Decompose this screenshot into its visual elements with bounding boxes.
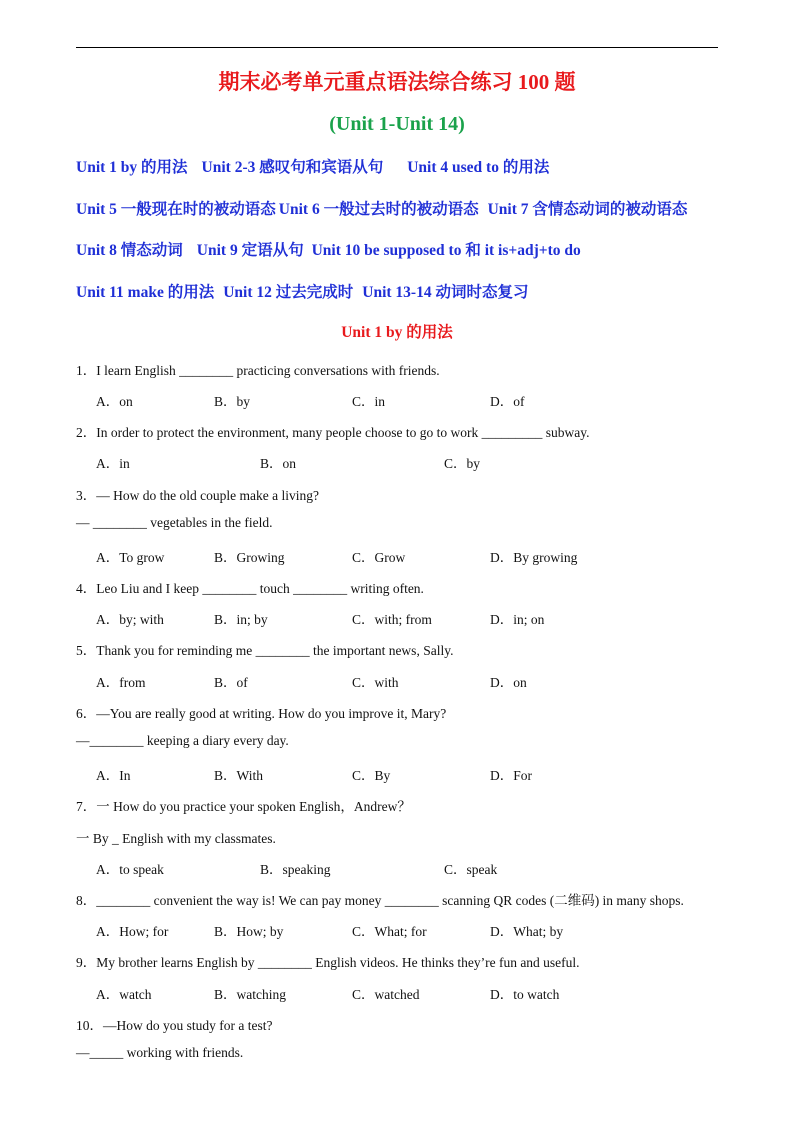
option-row [96, 608, 696, 626]
question-stem: 7．一 How do you practice your spoken English，Andrew？ [76, 799, 411, 814]
toc-row [76, 280, 542, 302]
option: D．What; by [490, 924, 564, 939]
option: C．with [352, 675, 399, 690]
option-row [96, 390, 696, 408]
question-line: — ________ vegetables in the field. [76, 515, 273, 530]
question-stem: 6．—You are really good at writing. How do you improve it, Mary? [76, 706, 447, 721]
option: C．with; from [352, 612, 432, 627]
toc-item: Unit 9 定语从句 [196, 242, 304, 259]
option: B．watching [214, 987, 286, 1002]
option: D．to watch [490, 987, 560, 1002]
option: D．of [490, 394, 525, 409]
question-stem: 5．Thank you for reminding me ________ the important news, Sally. [76, 643, 454, 658]
toc-row [76, 155, 563, 177]
option-row [96, 764, 696, 782]
option: C．By [352, 768, 391, 783]
toc-item: Unit 7 含情态动词的被动语态 [487, 201, 688, 218]
question-line: —_____ working with friends. [76, 1045, 244, 1060]
option: B．by [214, 394, 251, 409]
toc-item: Unit 1 by 的用法 [76, 159, 188, 176]
option: A．In [96, 768, 131, 783]
toc-item: Unit 10 be supposed to 和 it is+adj+to do [311, 242, 581, 259]
option: B．How; by [214, 924, 284, 939]
option: C．by [444, 456, 481, 471]
option: C．watched [352, 987, 420, 1002]
question-stem: 4．Leo Liu and I keep ________ touch ________ writing often. [76, 581, 424, 596]
option-row [96, 983, 696, 1001]
option: A．on [96, 394, 133, 409]
option: A．to speak [96, 862, 164, 877]
toc-item: Unit 13-14 动词时态复习 [362, 284, 529, 301]
question-line: 一 By _ English with my classmates. [76, 831, 276, 846]
page-title: 期末必考单元重点语法综合练习 100 题 [218, 70, 576, 94]
option-row [96, 920, 696, 938]
option: D．For [490, 768, 533, 783]
option: A．To grow [96, 550, 165, 565]
toc-item: Unit 2-3 感叹句和宾语从句 [201, 159, 384, 176]
section-heading: Unit 1 by 的用法 [341, 324, 453, 341]
header-rule [76, 47, 718, 48]
option: D．By growing [490, 550, 578, 565]
option-row [96, 671, 696, 689]
option: B．Growing [214, 550, 285, 565]
option: C．What; for [352, 924, 427, 939]
option: B．on [260, 456, 297, 471]
option: B．of [214, 675, 248, 690]
option: C．in [352, 394, 386, 409]
option: B．With [214, 768, 263, 783]
toc-item: Unit 6 一般过去时的被动语态 [278, 201, 479, 218]
option-row [96, 858, 696, 876]
question-stem: 3．— How do the old couple make a living? [76, 488, 319, 503]
question-stem: 8．________ convenient the way is! We can pay money ________ scanning QR codes (二维码) in many shops. [76, 893, 684, 908]
option-row [96, 546, 696, 564]
option: D．on [490, 675, 527, 690]
toc-item: Unit 11 make 的用法 [76, 284, 215, 301]
option: A．watch [96, 987, 152, 1002]
question-stem: 9．My brother learns English by ________ English videos. He thinks they’re fun and useful. [76, 955, 580, 970]
toc-item: Unit 4 used to 的用法 [407, 159, 550, 176]
toc-row [76, 238, 595, 260]
question-stem: 1．I learn English ________ practicing conversations with friends. [76, 363, 440, 378]
option: B．in; by [214, 612, 268, 627]
option: C．Grow [352, 550, 406, 565]
option: A．How; for [96, 924, 169, 939]
question-line: —________ keeping a diary every day. [76, 733, 289, 748]
toc-row [76, 197, 701, 219]
option: C．speak [444, 862, 498, 877]
option-row [96, 452, 696, 470]
page-subtitle: (Unit 1-Unit 14) [329, 113, 465, 135]
question-stem: 10．—How do you study for a test? [76, 1018, 273, 1033]
toc-item: Unit 5 一般现在时的被动语态 [76, 201, 276, 218]
question-stem: 2．In order to protect the environment, many people choose to go to work _________ subway. [76, 425, 590, 440]
option: B．speaking [260, 862, 331, 877]
option: A．in [96, 456, 130, 471]
toc-item: Unit 12 过去完成时 [223, 284, 354, 301]
toc-item: Unit 8 情态动词 [76, 242, 183, 259]
option: A．from [96, 675, 146, 690]
option: D．in; on [490, 612, 545, 627]
option: A．by; with [96, 612, 164, 627]
